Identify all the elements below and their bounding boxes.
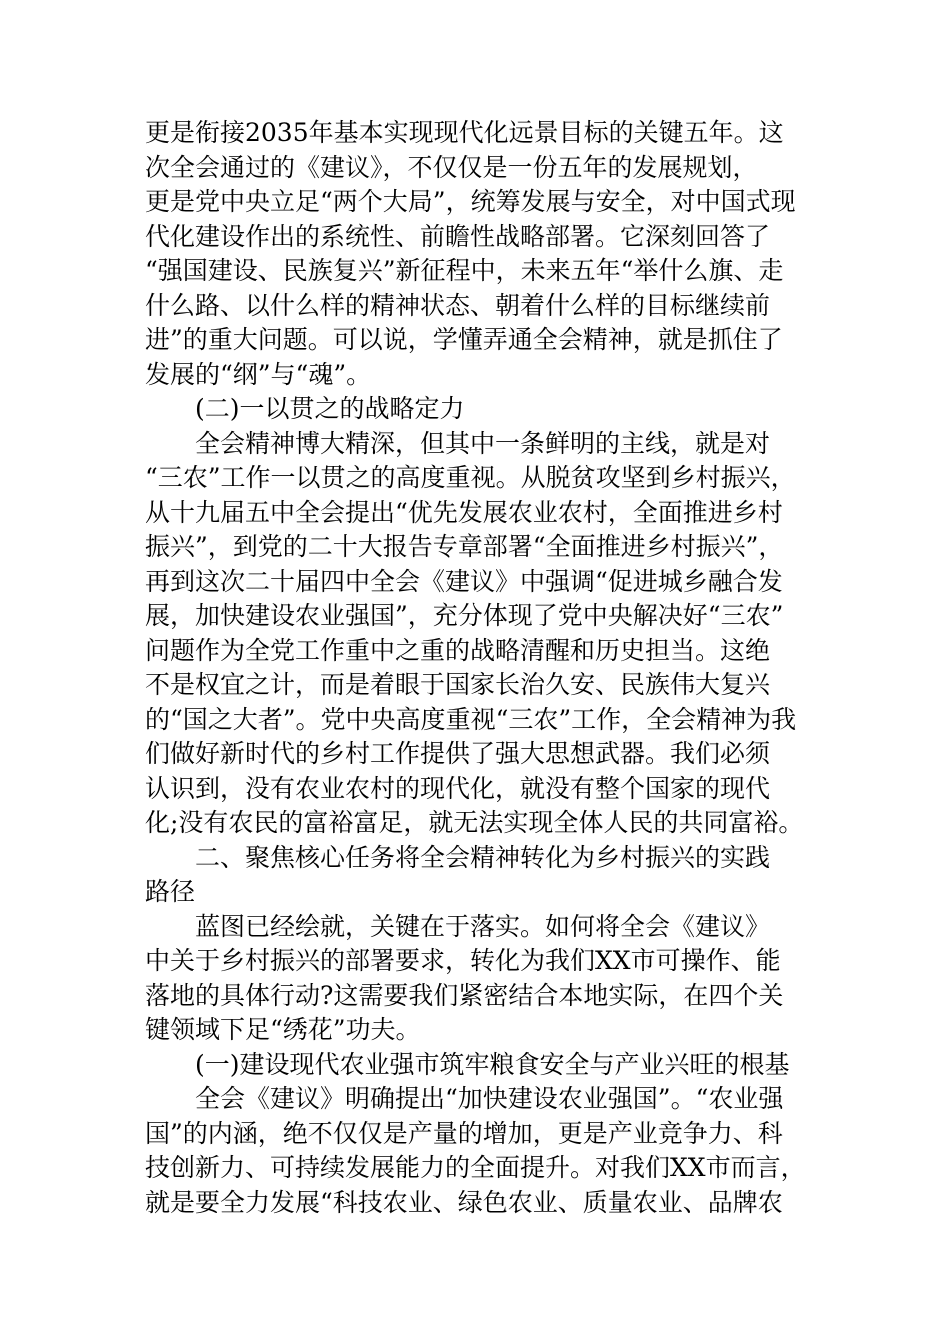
text-line: 次全会通过的《建议》，不仅仅是一份五年的发展规划， <box>145 152 758 182</box>
document-body <box>145 116 835 1220</box>
text-line: 的“国之大者”。党中央高度重视“三农”工作，全会精神为我 <box>145 704 797 734</box>
text-line: 键领域下足“绣花”功夫。 <box>145 1015 421 1044</box>
subheading: (二)一以贯之的战略定力 <box>195 394 465 423</box>
text-line: 全会精神博大精深，但其中一条鲜明的主线，就是对 <box>195 428 771 458</box>
section-heading-continuation: 路径 <box>145 877 196 906</box>
text-line: 再到这次二十届四中全会《建议》中强调“促进城乡融合发 <box>145 566 783 596</box>
text-line: 就是要全力发展“科技农业、绿色农业、质量农业、品牌农 <box>145 1187 783 1217</box>
text-line: 认识到，没有农业农村的现代化，就没有整个国家的现代 <box>145 773 771 803</box>
text-line: 国”的内涵，绝不仅仅是产量的增加，更是产业竞争力、科 <box>145 1118 783 1148</box>
text-line: 什么路、以什么样的精神状态、朝着什么样的目标继续前 <box>145 290 771 320</box>
text-line: 落地的具体行动?这需要我们紧密结合本地实际，在四个关 <box>145 980 784 1010</box>
text-line: 问题作为全党工作重中之重的战略清醒和历史担当。这绝 <box>145 635 771 665</box>
text-line: 代化建设作出的系统性、前瞻性战略部署。它深刻回答了 <box>145 221 771 251</box>
text-line: 更是党中央立足“两个大局”，统筹发展与安全，对中国式现 <box>145 187 796 216</box>
text-line: 中关于乡村振兴的部署要求，转化为我们XX市可操作、能 <box>145 946 781 975</box>
text-line: 更是衔接2035年基本实现现代化远景目标的关键五年。这 <box>145 118 784 147</box>
text-line: 振兴”，到党的二十大报告专章部署“全面推进乡村振兴”， <box>145 532 784 561</box>
text-line: “强国建设、民族复兴”新征程中，未来五年“举什么旗、走 <box>145 256 784 285</box>
text-line: 发展的“纲”与“魂”。 <box>145 359 372 389</box>
subheading: (一)建设现代农业强市筑牢粮食安全与产业兴旺的根基 <box>195 1049 790 1079</box>
text-line: 化;没有农民的富裕富足，就无法实现全体人民的共同富裕。 <box>145 808 804 837</box>
text-line: 全会《建议》明确提出“加快建设农业强国”。“农业强 <box>195 1084 784 1113</box>
text-line: 技创新力、可持续发展能力的全面提升。对我们XX市而言， <box>145 1153 806 1182</box>
text-line: 进”的重大问题。可以说，学懂弄通全会精神，就是抓住了 <box>145 325 783 354</box>
text-line: 蓝图已经绘就，关键在于落实。如何将全会《建议》 <box>195 911 771 941</box>
section-heading: 二、聚焦核心任务将全会精神转化为乡村振兴的实践 <box>195 842 771 872</box>
text-line: 不是权宜之计，而是着眼于国家长治久安、民族伟大复兴 <box>145 670 771 699</box>
text-line: 展，加快建设农业强国”，充分体现了党中央解决好“三农” <box>145 601 784 630</box>
text-line: 从十九届五中全会提出“优先发展农业农村，全面推进乡村 <box>145 497 783 527</box>
text-line: 们做好新时代的乡村工作提供了强大思想武器。我们必须 <box>145 739 771 768</box>
text-line: “三农”工作一以贯之的高度重视。从脱贫攻坚到乡村振兴， <box>145 463 796 492</box>
